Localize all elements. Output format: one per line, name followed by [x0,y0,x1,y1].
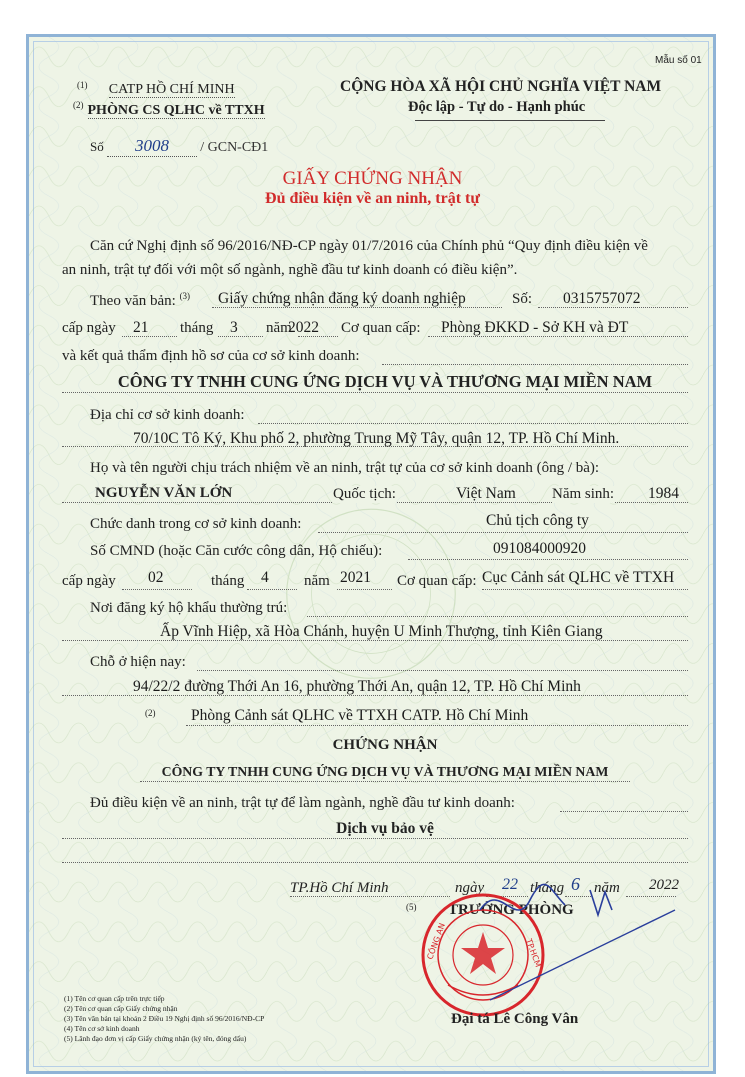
theo-label: Theo văn bản: [90,293,176,309]
current-residence: 94/22/2 đường Thới An 16, phường Thới An, quận 12, TP. Hồ Chí Minh [133,678,581,695]
permanent-residence-label: Nơi đăng ký hộ khẩu thường trú: [90,600,288,616]
theo-van-ban-label [90,291,190,310]
so-label: Số [90,139,104,154]
sign-note-ref [406,902,417,919]
nam-label: năm [266,320,292,336]
form-number: Mẫu số 01 [655,55,702,66]
business-registration-number: 0315757072 [563,290,641,307]
assessment-result-label: và kết quả thẩm định hồ sơ của cơ sở kinh doanh: [62,348,360,364]
birth-year: 1984 [648,485,679,502]
responsible-person-name: NGUYỄN VĂN LỚN [95,485,233,501]
base-document-name: Giấy chứng nhận đăng ký doanh nghiệp [218,290,466,307]
issuer-note-ref [145,708,156,727]
left-header-department-line [73,100,265,119]
sign-year: 2022 [649,877,679,893]
handwritten-signature [470,870,680,1020]
id-issue-day: 02 [148,569,164,586]
note-ref: (2) [73,100,84,110]
business-line: Dịch vụ bảo vệ [336,820,434,837]
country-name: CỘNG HÒA XÃ HỘI CHỦ NGHĨA VIỆT NAM [340,78,662,95]
document-title: GIẤY CHỨNG NHẬN [282,168,463,189]
cap-ngay-label: cấp ngày [62,320,116,336]
footnote-4: (4) Tên cơ sở kinh doanh [64,1024,140,1033]
footnote-2: (2) Tên cơ quan cấp Giấy chứng nhận [64,1004,178,1013]
svg-text:TP.HCM: TP.HCM [524,937,543,969]
address-label: Địa chỉ cơ sở kinh doanh: [90,407,245,423]
id-thang-label: tháng [211,573,245,589]
note-ref: (5) [406,902,417,912]
footnote-3: (3) Tên văn bản tại khoản 2 Điều 19 Nghị định số 96/2016/NĐ-CP [64,1014,265,1023]
position-value: Chủ tịch công ty [486,512,589,529]
footnote-1: (1) Tên cơ quan cấp trên trực tiếp [64,994,165,1003]
responsible-person-label: Họ và tên người chịu trách nhiệm về an ninh, trật tự của cơ sở kinh doanh (ông / bà): [90,460,600,476]
id-number: 091084000920 [493,540,586,557]
legal-basis-line-1: Căn cứ Nghị định số 96/2016/NĐ-CP ngày 01/7/2016 của Chính phủ “Quy định điều kiện về [90,238,648,254]
issue-place: TP.Hồ Chí Minh [290,880,389,896]
legal-basis-line-2: an ninh, trật tự đối với một số ngành, nghề đầu tư kinh doanh có điều kiện”. [62,262,518,278]
id-number-label: Số CMND (hoặc Căn cước công dân, Hộ chiếu): [90,543,383,559]
company-name: CÔNG TY TNHH CUNG ỨNG DỊCH VỤ VÀ THƯƠNG MẠI MIỀN NAM [117,372,653,391]
department-name: PHÒNG CS QLHC về TTXH [87,103,265,119]
certify-heading: CHỨNG NHẬN [332,737,438,753]
business-address: 70/10C Tô Ký, Khu phố 2, phường Trung Mỹ Tây, quận 12, TP. Hồ Chí Minh. [133,430,620,447]
id-issue-year: 2021 [340,569,371,586]
date-thang-label: tháng [530,880,565,896]
left-header-agency-line [77,80,235,98]
signer-name: Đại tá Lê Công Vân [451,1011,579,1027]
certificate-number-line [90,136,268,157]
issue-day: 21 [133,319,149,336]
issue-year: 2022 [288,319,319,336]
sign-month: 6 [571,874,580,894]
id-cap-ngay-label: cấp ngày [62,573,116,589]
id-issue-month: 4 [261,569,269,586]
date-nam-label: năm [594,880,620,896]
base-document-so-label: Số: [512,291,533,307]
signer-title: TRƯỞNG PHÒNG [448,902,574,918]
superior-agency: CATP HỒ CHÍ MINH [108,82,235,98]
footnote-5: (5) Lãnh đạo đơn vị cấp Giấy chứng nhận (ký tên, đóng dấu) [64,1034,247,1043]
birth-year-label: Năm sinh: [552,486,615,502]
certified-company-name: CÔNG TY TNHH CUNG ỨNG DỊCH VỤ VÀ THƯƠNG MẠI MIỀN NAM [161,764,609,779]
issuing-agency-label: Cơ quan cấp: [341,320,421,336]
date-ngay-label: ngày [455,880,485,896]
note-ref: (2) [145,708,156,718]
id-issuing-agency: Cục Cảnh sát QLHC về TTXH [482,569,675,586]
nationality: Việt Nam [456,485,516,502]
eligible-business-label: Đủ điều kiện về an ninh, trật tự để làm ngành, nghề đầu tư kinh doanh: [90,795,515,811]
permanent-residence: Ấp Vĩnh Hiệp, xã Hòa Chánh, huyện U Minh Thượng, tỉnh Kiên Giang [160,623,603,640]
svg-text:CÔNG AN: CÔNG AN [425,921,447,961]
note-ref: (3) [179,291,191,301]
issuing-department: Phòng Cảnh sát QLHC về TTXH CATP. Hồ Chí Minh [191,707,529,724]
id-nam-label: năm [304,573,330,589]
note-ref: (1) [77,80,88,90]
position-label: Chức danh trong cơ sở kinh doanh: [90,516,302,532]
footnotes [64,994,264,1044]
issuing-agency: Phòng ĐKKD - Sở KH và ĐT [441,319,629,336]
issue-month: 3 [230,319,238,336]
certificate-number: 3008 [107,136,197,157]
sign-day: 22 [502,876,518,893]
current-residence-label: Chỗ ở hiện nay: [90,654,186,670]
document-subtitle: Đủ điều kiện về an ninh, trật tự [265,190,480,207]
thang-label: tháng [180,320,214,336]
nationality-label: Quốc tịch: [333,486,396,502]
id-agency-label: Cơ quan cấp: [397,573,477,589]
motto: Độc lập - Tự do - Hạnh phúc [408,99,586,115]
certificate-number-suffix: / GCN-CĐ1 [200,140,269,155]
